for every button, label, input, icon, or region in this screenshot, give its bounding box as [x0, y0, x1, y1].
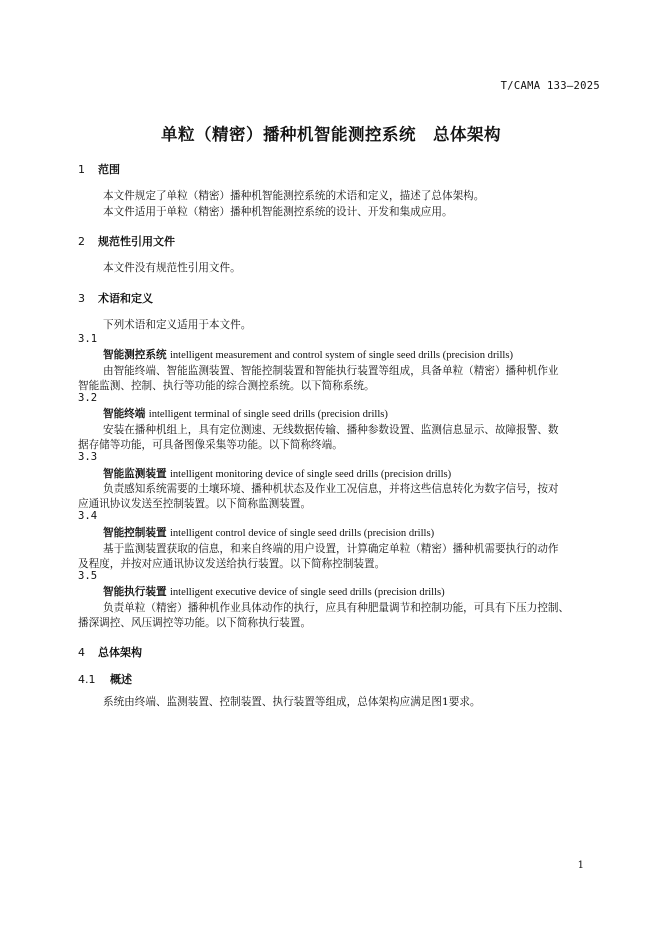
- term-3-2-en: intelligent terminal of single seed drills (precision drills): [148, 409, 388, 420]
- term-3-1-en: intelligent measurement and control system of single seed drills (precision drills): [169, 350, 513, 361]
- term-3-1-def-line-2: 智能监测、控制、执行等功能的综合测控系统。以下简称系统。: [78, 380, 375, 392]
- page-number: 1: [577, 860, 584, 871]
- term-3-2-number: 3.2: [78, 392, 98, 404]
- section-4-heading: [78, 644, 142, 660]
- term-3-1: [103, 347, 513, 362]
- document-title: 单粒（精密）播种机智能测控系统 总体架构: [161, 125, 501, 144]
- term-3-5-en: intelligent executive device of single seed drills (precision drills): [169, 587, 445, 598]
- term-3-5-def-line-2: 播深调控、风压调控等功能。以下简称执行装置。: [78, 617, 312, 629]
- section-1-para-2: 本文件适用于单粒（精密）播种机智能测控系统的设计、开发和集成应用。: [103, 206, 453, 218]
- section-3-title: 术语和定义: [98, 292, 153, 305]
- term-3-1-zh: 智能测控系统: [103, 349, 167, 361]
- section-1-para-1: 本文件规定了单粒（精密）播种机智能测控系统的术语和定义，描述了总体架构。: [103, 190, 485, 202]
- section-1-title: 范围: [98, 163, 120, 176]
- section-4-1-para: 系统由终端、监测装置、控制装置、执行装置等组成，总体架构应满足图1要求。: [103, 696, 481, 708]
- term-3-3: [103, 466, 451, 481]
- term-3-4-def-line-2: 及程度，并按对应通讯协议发送给执行装置。以下简称控制装置。: [78, 558, 386, 570]
- section-4-1-title: 概述: [110, 673, 132, 686]
- section-3-intro: 下列术语和定义适用于本文件。: [103, 319, 252, 331]
- section-1-heading: [78, 161, 120, 177]
- term-3-4-zh: 智能控制装置: [103, 527, 167, 539]
- section-4-number: 4: [78, 646, 85, 659]
- term-3-1-number: 3.1: [78, 333, 98, 345]
- term-3-4-number: 3.4: [78, 510, 98, 522]
- section-2-number: 2: [78, 235, 85, 248]
- section-3-number: 3: [78, 292, 85, 305]
- section-4-title: 总体架构: [98, 646, 142, 659]
- section-4-1-heading: [78, 671, 132, 687]
- section-4-1-number: 4.1: [78, 673, 96, 686]
- section-2-para-1: 本文件没有规范性引用文件。: [103, 262, 241, 274]
- term-3-3-def-line-1: 负责感知系统需要的土壤环境、播种机状态及作业工况信息，并将这些信息转化为数字信号，按对: [103, 483, 559, 495]
- standard-code: T/CAMA 133—2025: [500, 80, 600, 92]
- term-3-5-zh: 智能执行装置: [103, 586, 167, 598]
- term-3-4-en: intelligent control device of single seed drills (precision drills): [169, 528, 435, 539]
- term-3-4: [103, 525, 434, 540]
- term-3-3-en: intelligent monitoring device of single seed drills (precision drills): [169, 469, 452, 480]
- term-3-3-number: 3.3: [78, 451, 98, 463]
- section-3-heading: [78, 290, 153, 306]
- term-3-5-def-line-1: 负责单粒（精密）播种机作业具体动作的执行，应具有种肥量调节和控制功能，可具有下压力控制、: [103, 602, 570, 614]
- term-3-2: [103, 406, 388, 421]
- section-2-title: 规范性引用文件: [98, 235, 175, 248]
- section-1-number: 1: [78, 163, 85, 176]
- term-3-2-zh: 智能终端: [103, 408, 146, 420]
- term-3-1-def-line-1: 由智能终端、智能监测装置、智能控制装置和智能执行装置等组成，具备单粒（精密）播种机作业: [103, 365, 559, 377]
- term-3-4-def-line-1: 基于监测装置获取的信息，和来自终端的用户设置，计算确定单粒（精密）播种机需要执行的动作: [103, 543, 559, 555]
- term-3-2-def-line-2: 据存储等功能，可具备图像采集等功能。以下简称终端。: [78, 439, 343, 451]
- section-2-heading: [78, 233, 175, 249]
- term-3-2-def-line-1: 安装在播种机组上，具有定位测速、无线数据传输、播种参数设置、监测信息显示、故障报警、数: [103, 424, 559, 436]
- term-3-3-zh: 智能监测装置: [103, 468, 167, 480]
- term-3-3-def-line-2: 应通讯协议发送至控制装置。以下简称监测装置。: [78, 498, 312, 510]
- term-3-5-number: 3.5: [78, 570, 98, 582]
- term-3-5: [103, 584, 445, 599]
